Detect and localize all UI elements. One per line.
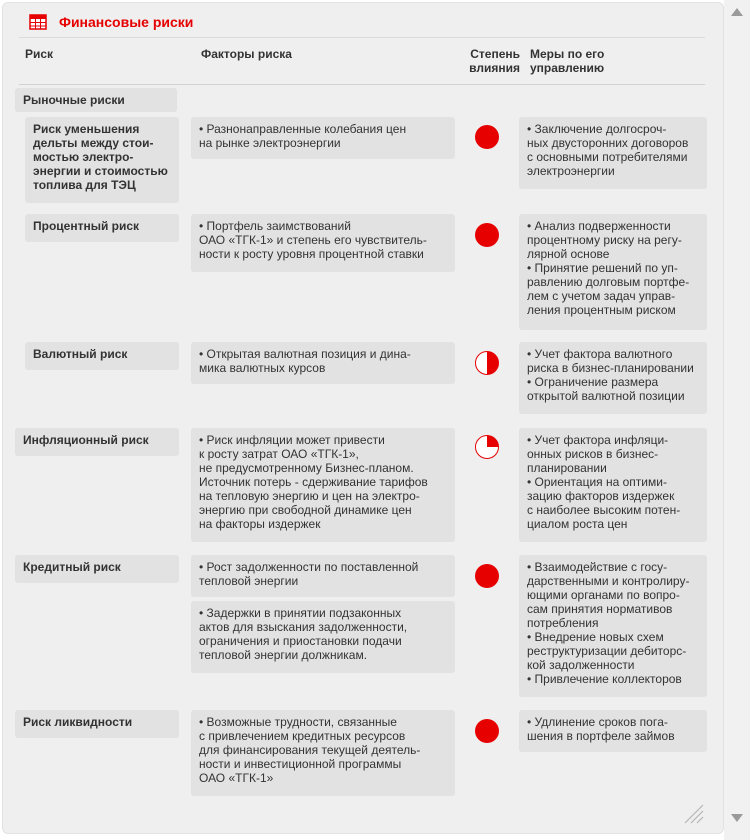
measures-box: • Взаимодействие с госу- дарственными и контролиру- ющими органами по вопро- сам принятия нормативов потребления • Внедрение новых схем реструктуризации дебиторс- кой задолженности • Привлечение коллекторов <box>519 555 707 697</box>
measures-box: • Анализ подверженности процентному риску на регу- лярной основе • Принятие решений по уп- равлению долговым портфе- лем с учетом задач управ- ления процентным риском <box>519 214 707 330</box>
factor-box: • Открытая валютная позиция и дина- мика валютных курсов <box>191 342 455 384</box>
resize-grip-icon[interactable] <box>683 803 705 825</box>
financial-risks-panel <box>2 2 724 834</box>
column-header-factors: Факторы риска <box>201 47 292 61</box>
risk-label-liquidity: Риск ликвидности <box>15 710 179 738</box>
impact-full-icon <box>475 564 499 588</box>
impact-full-icon <box>475 719 499 743</box>
impact-full-icon <box>475 223 499 247</box>
risk-label-currency: Валютный риск <box>25 342 179 370</box>
risk-label-delta: Риск уменьшения дельты между стои- мостью электро- энергии и стоимостью топлива для ТЭЦ <box>25 117 179 203</box>
risk-label-inflation: Инфляционный риск <box>15 428 179 456</box>
divider <box>19 84 705 85</box>
divider <box>19 37 705 38</box>
measures-box: • Учет фактора инфляци- онных рисков в бизнес- планировании • Ориентация на оптими- зацию факторов издержек с наиболее высоким потен- циалом роста цен <box>519 428 707 542</box>
impact-quarter-icon <box>475 435 499 459</box>
table-icon <box>29 14 47 30</box>
column-header-measures: Меры по его управлению <box>530 47 605 75</box>
impact-half-icon <box>475 351 499 375</box>
scroll-down-arrow-icon[interactable] <box>731 814 743 822</box>
panel-title: Финансовые риски <box>59 14 194 30</box>
factor-box: • Разнонаправленные колебания цен на рынке электроэнергии <box>191 117 455 159</box>
risk-label-credit: Кредитный риск <box>15 555 179 583</box>
measures-box: • Удлинение сроков погa- шения в портфеле займов <box>519 710 707 752</box>
impact-full-icon <box>475 125 499 149</box>
measures-box: • Заключение долгосроч- ных двусторонних договоров с основными потребителями электроэнергии <box>519 117 707 189</box>
factor-box: • Рост задолженности по поставленной тепловой энергии <box>191 555 455 597</box>
factor-box: • Риск инфляции может привести к росту затрат ОАО «ТГК-1», не предусмотренному Бизнес-планом. Источник потерь - сдерживание тарифов на тепловую энергию и цен на электро- энергию при свободной динамике цен на факторы издержек <box>191 428 455 542</box>
factor-box: • Портфель заимствований ОАО «ТГК-1» и степень его чувствитель- ности к росту уровня процентной ставки <box>191 214 455 272</box>
column-header-risk: Риск <box>25 47 54 61</box>
scroll-up-arrow-icon[interactable] <box>731 8 743 16</box>
group-label-market-risks: Рыночные риски <box>15 88 177 112</box>
factor-box: • Задержки в принятии подзаконных актов для взыскания задолженности, ограничения и приостановки подачи тепловой энергии должникам. <box>191 601 455 673</box>
column-header-impact: Степень влияния <box>469 47 520 75</box>
risk-label-interest: Процентный риск <box>25 214 179 242</box>
measures-box: • Учет фактора валютного риска в бизнес-планировании • Ограничение размера открытой валютной позиции <box>519 342 707 414</box>
factor-box: • Возможные трудности, связанные с привлечением кредитных ресурсов для финансирования текущей деятель- ности и инвестиционной программы ОАО «ТГК-1» <box>191 710 455 796</box>
vertical-scrollbar[interactable] <box>724 0 750 840</box>
panel-header <box>29 13 193 31</box>
scroll-track[interactable] <box>726 24 748 814</box>
